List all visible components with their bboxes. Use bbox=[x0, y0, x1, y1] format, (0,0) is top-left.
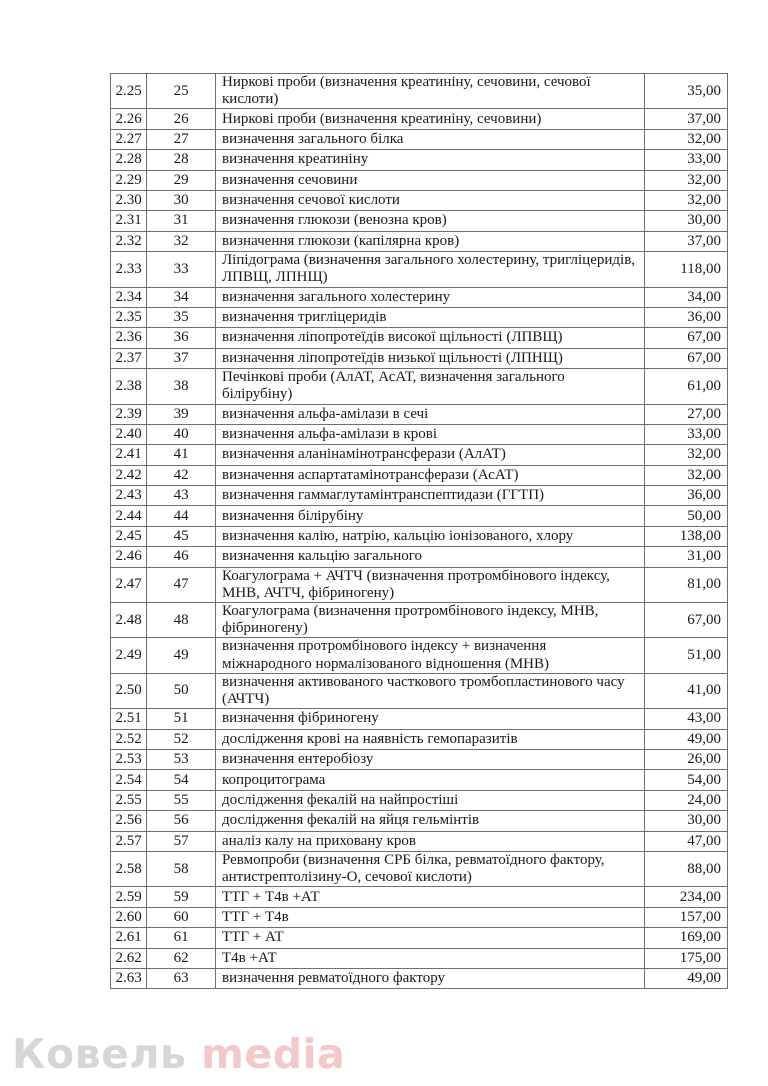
service-price: 61,00 bbox=[645, 369, 728, 404]
row-number: 2.44 bbox=[111, 506, 147, 526]
table-row bbox=[111, 526, 728, 546]
row-index: 31 bbox=[147, 211, 216, 231]
service-price: 33,00 bbox=[645, 424, 728, 444]
row-index: 63 bbox=[147, 968, 216, 988]
service-price: 32,00 bbox=[645, 465, 728, 485]
service-price: 32,00 bbox=[645, 129, 728, 149]
table-row bbox=[111, 506, 728, 526]
table-row bbox=[111, 948, 728, 968]
service-name: визначення кальцію загального bbox=[216, 547, 645, 567]
row-index: 49 bbox=[147, 638, 216, 673]
service-price: 234,00 bbox=[645, 887, 728, 907]
row-index: 41 bbox=[147, 445, 216, 465]
service-name: визначення ліпопротеїдів низької щільності (ЛПНЩ) bbox=[216, 348, 645, 368]
row-number: 2.57 bbox=[111, 831, 147, 851]
row-number: 2.40 bbox=[111, 424, 147, 444]
service-name: Ліпідограма (визначення загального холестерину, тригліцеридів, ЛПВЩ, ЛПНЩ) bbox=[216, 252, 645, 287]
service-name: визначення глюкози (венозна кров) bbox=[216, 211, 645, 231]
row-index: 28 bbox=[147, 150, 216, 170]
row-number: 2.52 bbox=[111, 729, 147, 749]
service-price: 24,00 bbox=[645, 790, 728, 810]
row-index: 62 bbox=[147, 948, 216, 968]
service-name: дослідження крові на наявність гемопаразитів bbox=[216, 729, 645, 749]
service-price: 37,00 bbox=[645, 109, 728, 129]
service-name: визначення фібриногену bbox=[216, 709, 645, 729]
row-number: 2.49 bbox=[111, 638, 147, 673]
row-number: 2.33 bbox=[111, 252, 147, 287]
service-name: копроцитограма bbox=[216, 770, 645, 790]
table-row bbox=[111, 547, 728, 567]
service-name: визначення загального холестерину bbox=[216, 287, 645, 307]
table-row bbox=[111, 170, 728, 190]
service-name: Печінкові проби (АлАТ, АсАТ, визначення загального білірубіну) bbox=[216, 369, 645, 404]
row-number: 2.60 bbox=[111, 907, 147, 927]
table-row bbox=[111, 729, 728, 749]
table-row bbox=[111, 109, 728, 129]
service-price: 32,00 bbox=[645, 445, 728, 465]
row-index: 45 bbox=[147, 526, 216, 546]
table-row bbox=[111, 968, 728, 988]
row-number: 2.26 bbox=[111, 109, 147, 129]
row-number: 2.27 bbox=[111, 129, 147, 149]
row-number: 2.28 bbox=[111, 150, 147, 170]
row-number: 2.31 bbox=[111, 211, 147, 231]
row-index: 36 bbox=[147, 328, 216, 348]
service-price: 27,00 bbox=[645, 404, 728, 424]
row-index: 34 bbox=[147, 287, 216, 307]
row-index: 40 bbox=[147, 424, 216, 444]
row-number: 2.36 bbox=[111, 328, 147, 348]
price-table-body bbox=[111, 74, 728, 989]
service-price: 175,00 bbox=[645, 948, 728, 968]
row-number: 2.62 bbox=[111, 948, 147, 968]
row-number: 2.34 bbox=[111, 287, 147, 307]
table-row bbox=[111, 770, 728, 790]
table-row bbox=[111, 750, 728, 770]
service-name: дослідження фекалій на найпростіші bbox=[216, 790, 645, 810]
service-name: визначення ліпопротеїдів високої щільності (ЛПВЩ) bbox=[216, 328, 645, 348]
row-number: 2.50 bbox=[111, 673, 147, 708]
row-number: 2.43 bbox=[111, 486, 147, 506]
service-price: 34,00 bbox=[645, 287, 728, 307]
service-price: 37,00 bbox=[645, 231, 728, 251]
row-index: 48 bbox=[147, 603, 216, 638]
service-name: визначення калію, натрію, кальцію іонізованого, хлору bbox=[216, 526, 645, 546]
table-row bbox=[111, 231, 728, 251]
table-row bbox=[111, 887, 728, 907]
row-number: 2.35 bbox=[111, 307, 147, 327]
row-index: 56 bbox=[147, 811, 216, 831]
document-page bbox=[110, 73, 728, 989]
row-index: 57 bbox=[147, 831, 216, 851]
row-number: 2.55 bbox=[111, 790, 147, 810]
row-number: 2.42 bbox=[111, 465, 147, 485]
table-row bbox=[111, 567, 728, 602]
row-number: 2.63 bbox=[111, 968, 147, 988]
service-name: Ниркові проби (визначення креатиніну, сечовини, сечової кислоти) bbox=[216, 74, 645, 109]
service-price: 30,00 bbox=[645, 211, 728, 231]
table-row bbox=[111, 790, 728, 810]
service-price: 54,00 bbox=[645, 770, 728, 790]
row-number: 2.30 bbox=[111, 190, 147, 210]
service-name: Ревмопроби (визначення СРБ білка, ревматоїдного фактору, антистрептолізину-О, сечової кислоти) bbox=[216, 852, 645, 887]
row-index: 37 bbox=[147, 348, 216, 368]
table-row bbox=[111, 307, 728, 327]
service-price: 32,00 bbox=[645, 170, 728, 190]
row-number: 2.61 bbox=[111, 928, 147, 948]
service-name: Коагулограма (визначення протромбінового індексу, МНВ, фібриногену) bbox=[216, 603, 645, 638]
row-index: 54 bbox=[147, 770, 216, 790]
service-price: 35,00 bbox=[645, 74, 728, 109]
row-number: 2.25 bbox=[111, 74, 147, 109]
row-index: 38 bbox=[147, 369, 216, 404]
row-index: 25 bbox=[147, 74, 216, 109]
table-row bbox=[111, 445, 728, 465]
table-row bbox=[111, 348, 728, 368]
row-index: 52 bbox=[147, 729, 216, 749]
service-name: визначення протромбінового індексу + визначення міжнародного нормалізованого відношення (МНВ) bbox=[216, 638, 645, 673]
service-price: 47,00 bbox=[645, 831, 728, 851]
service-name: визначення ревматоїдного фактору bbox=[216, 968, 645, 988]
table-row bbox=[111, 852, 728, 887]
table-row bbox=[111, 74, 728, 109]
table-row bbox=[111, 369, 728, 404]
row-index: 60 bbox=[147, 907, 216, 927]
row-index: 32 bbox=[147, 231, 216, 251]
service-price: 49,00 bbox=[645, 968, 728, 988]
row-number: 2.59 bbox=[111, 887, 147, 907]
table-row bbox=[111, 129, 728, 149]
table-row bbox=[111, 190, 728, 210]
row-index: 58 bbox=[147, 852, 216, 887]
service-price: 26,00 bbox=[645, 750, 728, 770]
row-index: 51 bbox=[147, 709, 216, 729]
row-number: 2.48 bbox=[111, 603, 147, 638]
row-number: 2.54 bbox=[111, 770, 147, 790]
service-name: визначення альфа-амілази в сечі bbox=[216, 404, 645, 424]
row-number: 2.41 bbox=[111, 445, 147, 465]
watermark-part1: Ковель bbox=[12, 1030, 187, 1078]
service-price: 51,00 bbox=[645, 638, 728, 673]
table-row bbox=[111, 603, 728, 638]
row-number: 2.51 bbox=[111, 709, 147, 729]
service-name: дослідження фекалій на яйця гельмінтів bbox=[216, 811, 645, 831]
row-index: 29 bbox=[147, 170, 216, 190]
row-index: 26 bbox=[147, 109, 216, 129]
row-index: 33 bbox=[147, 252, 216, 287]
table-row bbox=[111, 673, 728, 708]
service-price: 43,00 bbox=[645, 709, 728, 729]
table-row bbox=[111, 907, 728, 927]
row-index: 39 bbox=[147, 404, 216, 424]
service-price: 88,00 bbox=[645, 852, 728, 887]
service-name: ТТГ + Т4в bbox=[216, 907, 645, 927]
service-name: ТТГ + Т4в +АТ bbox=[216, 887, 645, 907]
service-price: 30,00 bbox=[645, 811, 728, 831]
service-price: 67,00 bbox=[645, 603, 728, 638]
table-row bbox=[111, 211, 728, 231]
watermark-logo bbox=[12, 1030, 345, 1078]
service-price: 31,00 bbox=[645, 547, 728, 567]
row-index: 27 bbox=[147, 129, 216, 149]
service-price: 138,00 bbox=[645, 526, 728, 546]
service-price: 36,00 bbox=[645, 486, 728, 506]
row-number: 2.37 bbox=[111, 348, 147, 368]
row-index: 53 bbox=[147, 750, 216, 770]
service-name: визначення активованого часткового тромбопластинового часу (АЧТЧ) bbox=[216, 673, 645, 708]
service-name: визначення сечової кислоти bbox=[216, 190, 645, 210]
service-name: ТТГ + АТ bbox=[216, 928, 645, 948]
service-price: 36,00 bbox=[645, 307, 728, 327]
row-index: 42 bbox=[147, 465, 216, 485]
watermark-part2: media bbox=[201, 1030, 346, 1078]
service-name: визначення креатиніну bbox=[216, 150, 645, 170]
table-row bbox=[111, 638, 728, 673]
service-price: 41,00 bbox=[645, 673, 728, 708]
row-number: 2.45 bbox=[111, 526, 147, 546]
service-price: 67,00 bbox=[645, 328, 728, 348]
table-row bbox=[111, 831, 728, 851]
row-number: 2.38 bbox=[111, 369, 147, 404]
table-row bbox=[111, 252, 728, 287]
row-index: 55 bbox=[147, 790, 216, 810]
service-name: визначення глюкози (капілярна кров) bbox=[216, 231, 645, 251]
row-index: 30 bbox=[147, 190, 216, 210]
table-row bbox=[111, 709, 728, 729]
row-number: 2.53 bbox=[111, 750, 147, 770]
row-index: 47 bbox=[147, 567, 216, 602]
table-row bbox=[111, 811, 728, 831]
service-price: 50,00 bbox=[645, 506, 728, 526]
service-price: 157,00 bbox=[645, 907, 728, 927]
row-number: 2.32 bbox=[111, 231, 147, 251]
service-price: 49,00 bbox=[645, 729, 728, 749]
service-price: 118,00 bbox=[645, 252, 728, 287]
row-number: 2.46 bbox=[111, 547, 147, 567]
service-name: визначення альфа-амілази в крові bbox=[216, 424, 645, 444]
service-name: визначення аланінамінотрансферази (АлАТ) bbox=[216, 445, 645, 465]
service-price: 32,00 bbox=[645, 190, 728, 210]
row-index: 59 bbox=[147, 887, 216, 907]
service-price: 67,00 bbox=[645, 348, 728, 368]
row-index: 35 bbox=[147, 307, 216, 327]
table-row bbox=[111, 150, 728, 170]
row-index: 61 bbox=[147, 928, 216, 948]
service-name: аналіз калу на приховану кров bbox=[216, 831, 645, 851]
service-name: Т4в +АТ bbox=[216, 948, 645, 968]
table-row bbox=[111, 486, 728, 506]
table-row bbox=[111, 404, 728, 424]
row-index: 43 bbox=[147, 486, 216, 506]
row-number: 2.58 bbox=[111, 852, 147, 887]
service-price: 81,00 bbox=[645, 567, 728, 602]
row-number: 2.47 bbox=[111, 567, 147, 602]
row-index: 50 bbox=[147, 673, 216, 708]
row-number: 2.56 bbox=[111, 811, 147, 831]
service-name: визначення ентеробіозу bbox=[216, 750, 645, 770]
service-price: 169,00 bbox=[645, 928, 728, 948]
service-name: Коагулограма + АЧТЧ (визначення протромбінового індексу, МНВ, АЧТЧ, фібриногену) bbox=[216, 567, 645, 602]
table-row bbox=[111, 328, 728, 348]
row-index: 44 bbox=[147, 506, 216, 526]
row-number: 2.39 bbox=[111, 404, 147, 424]
service-price: 33,00 bbox=[645, 150, 728, 170]
service-name: Ниркові проби (визначення креатиніну, сечовини) bbox=[216, 109, 645, 129]
service-name: визначення сечовини bbox=[216, 170, 645, 190]
service-name: визначення аспартатамінотрансферази (АсАТ) bbox=[216, 465, 645, 485]
service-name: визначення гаммаглутамінтранспептидази (ГГТП) bbox=[216, 486, 645, 506]
table-row bbox=[111, 287, 728, 307]
service-name: визначення білірубіну bbox=[216, 506, 645, 526]
table-row bbox=[111, 465, 728, 485]
row-index: 46 bbox=[147, 547, 216, 567]
table-row bbox=[111, 424, 728, 444]
row-number: 2.29 bbox=[111, 170, 147, 190]
price-table bbox=[110, 73, 728, 989]
service-name: визначення загального білка bbox=[216, 129, 645, 149]
service-name: визначення тригліцеридів bbox=[216, 307, 645, 327]
table-row bbox=[111, 928, 728, 948]
